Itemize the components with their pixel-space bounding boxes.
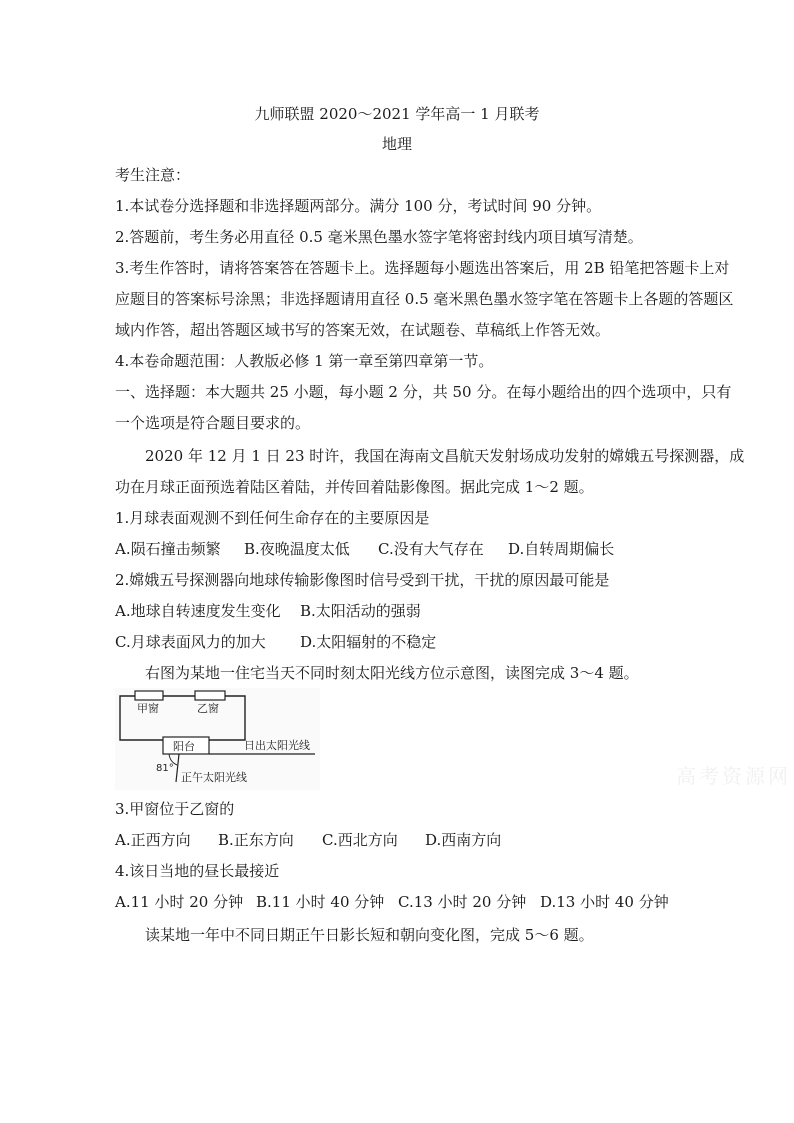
option-d[interactable]: D.西南方向	[425, 831, 502, 849]
window-a-icon	[135, 691, 163, 700]
notice-item: 应题目的答案标号涂黑；非选择题请用直径 0.5 毫米黑色墨水签字笔在答题卡上各题的答题区	[115, 290, 734, 308]
window-a-label: 甲窗	[137, 702, 159, 715]
question-stem: 1.月球表面观测不到任何生命存在的主要原因是	[115, 509, 430, 527]
option-b[interactable]: B.11 小时 40 分钟	[256, 893, 385, 911]
option-d[interactable]: D.自转周期偏长	[508, 540, 615, 558]
passage-text: 读某地一年中不同日期正午日影长短和朝向变化图，完成 5～6 题。	[145, 926, 594, 944]
window-b-label: 乙窗	[197, 702, 219, 715]
subject-title: 地理	[381, 135, 412, 153]
exam-title: 九师联盟 2020～2021 学年高一 1 月联考	[254, 105, 540, 123]
option-d[interactable]: D.太阳辐射的不稳定	[300, 633, 437, 651]
notice-item: 3.考生作答时，请将答案答在答题卡上。选择题每小题选出答案后，用 2B 铅笔把答题卡上对	[115, 259, 730, 277]
passage-text: 功在月球正面预选着陆区着陆，并传回着陆影像图。据此完成 1～2 题。	[115, 478, 594, 496]
option-a[interactable]: A.正西方向	[115, 831, 191, 849]
sunrise-ray-label: 日出太阳光线	[244, 739, 310, 752]
question-stem: 4.该日当地的昼长最接近	[115, 862, 280, 880]
option-a[interactable]: A.11 小时 20 分钟	[115, 893, 244, 911]
option-b[interactable]: B.正东方向	[218, 831, 294, 849]
option-a[interactable]: A.地球自转速度发生变化	[115, 602, 281, 620]
passage-text: 右图为某地一住宅当天不同时刻太阳光线方位示意图，读图完成 3～4 题。	[145, 664, 639, 682]
balcony-label: 阳台	[173, 740, 195, 753]
notice-item: 4.本卷命题范围：人教版必修 1 第一章至第四章第一节。	[115, 352, 494, 370]
option-a[interactable]: A.陨石撞击频繁	[115, 540, 221, 558]
angle-label: 81°	[156, 763, 174, 774]
option-b[interactable]: B.夜晚温度太低	[244, 540, 350, 558]
window-b-icon	[195, 691, 225, 700]
question-stem: 3.甲窗位于乙窗的	[115, 800, 235, 818]
notice-item: 1.本试卷分选择题和非选择题两部分。满分 100 分，考试时间 90 分钟。	[115, 197, 602, 215]
notice-item: 域内作答，超出答题区域书写的答案无效，在试题卷、草稿纸上作答无效。	[115, 321, 611, 339]
question-stem: 2.嫦娥五号探测器向地球传输影像图时信号受到干扰，干扰的原因最可能是	[115, 571, 610, 589]
sun-direction-diagram	[115, 688, 320, 790]
notice-item: 2.答题前，考生务必用直径 0.5 毫米黑色墨水签字笔将密封线内项目填写清楚。	[115, 228, 643, 246]
noon-ray-label: 正午太阳光线	[181, 771, 247, 784]
option-d[interactable]: D.13 小时 40 分钟	[540, 893, 669, 911]
watermark-text: 高考资源网	[676, 764, 791, 788]
notice-heading: 考生注意：	[115, 166, 191, 184]
option-b[interactable]: B.太阳活动的强弱	[300, 602, 421, 620]
option-c[interactable]: C.没有大气存在	[378, 540, 484, 558]
section-heading: 一个选项是符合题目要求的。	[115, 414, 311, 432]
section-heading: 一、选择题：本大题共 25 小题，每小题 2 分，共 50 分。在每小题给出的四个选项中，只有	[115, 383, 732, 401]
option-c[interactable]: C.13 小时 20 分钟	[398, 893, 527, 911]
option-c[interactable]: C.西北方向	[322, 831, 398, 849]
passage-text: 2020 年 12 月 1 日 23 时许，我国在海南文昌航天发射场成功发射的嫦娥五号探测器，成	[145, 447, 745, 465]
option-c[interactable]: C.月球表面风力的加大	[115, 633, 266, 651]
